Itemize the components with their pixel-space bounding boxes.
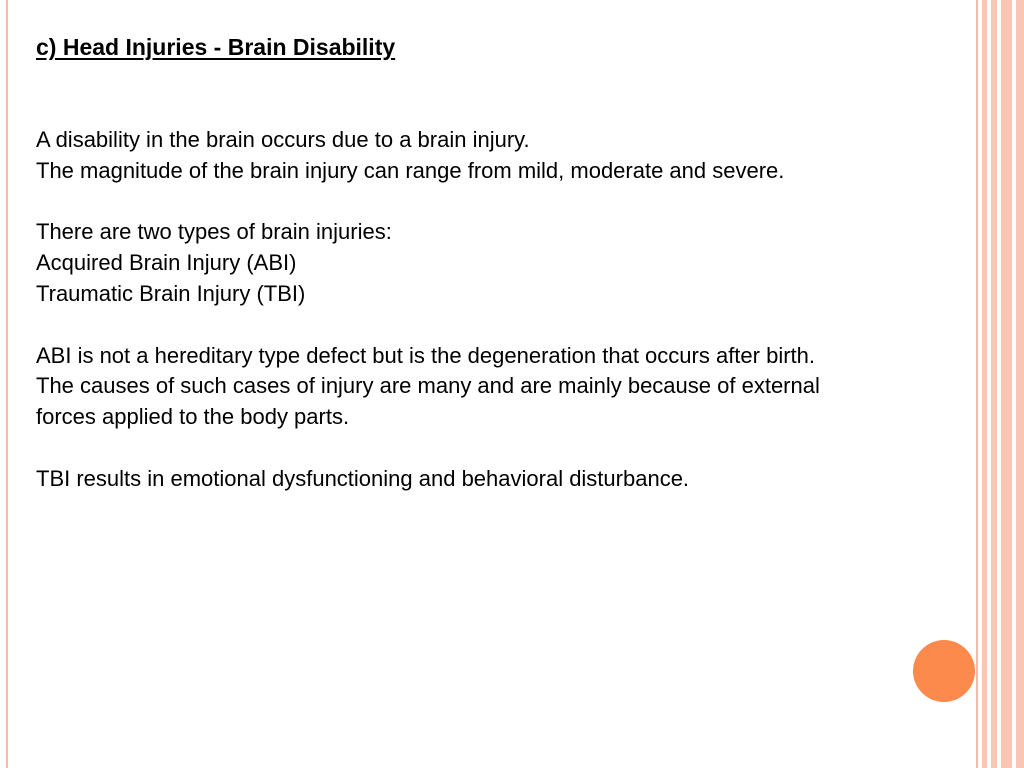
body-line: forces applied to the body parts. (36, 404, 350, 430)
stripe-4 (1016, 0, 1024, 768)
slide-title: c) Head Injuries - Brain Disability (36, 34, 396, 60)
paragraph-abi (36, 341, 966, 433)
body-line: A disability in the brain occurs due to a brain injury. (36, 127, 530, 152)
stripe-2 (991, 0, 997, 768)
paragraph-intro (36, 125, 966, 187)
body-line: There are two types of brain injuries: (36, 219, 392, 245)
stripe-1 (982, 0, 987, 768)
body-line: The magnitude of the brain injury can range from mild, moderate and severe. (36, 157, 785, 183)
body-line: ABI is not a hereditary type defect but is the degeneration that occurs after birth. (36, 342, 816, 368)
accent-dot (913, 640, 975, 702)
body-line: Acquired Brain Injury (ABI) (36, 250, 297, 276)
decorative-stripes (978, 0, 1024, 768)
paragraph-tbi (36, 464, 966, 495)
body-line: Traumatic Brain Injury (TBI) (36, 280, 306, 306)
body-line: TBI results in emotional dysfunctioning and behavioral disturbance. (36, 465, 690, 491)
stripe-3 (1001, 0, 1012, 768)
slide-body (36, 125, 966, 525)
paragraph-types (36, 217, 966, 309)
body-line: The causes of such cases of injury are many and are mainly because of external (36, 373, 820, 399)
